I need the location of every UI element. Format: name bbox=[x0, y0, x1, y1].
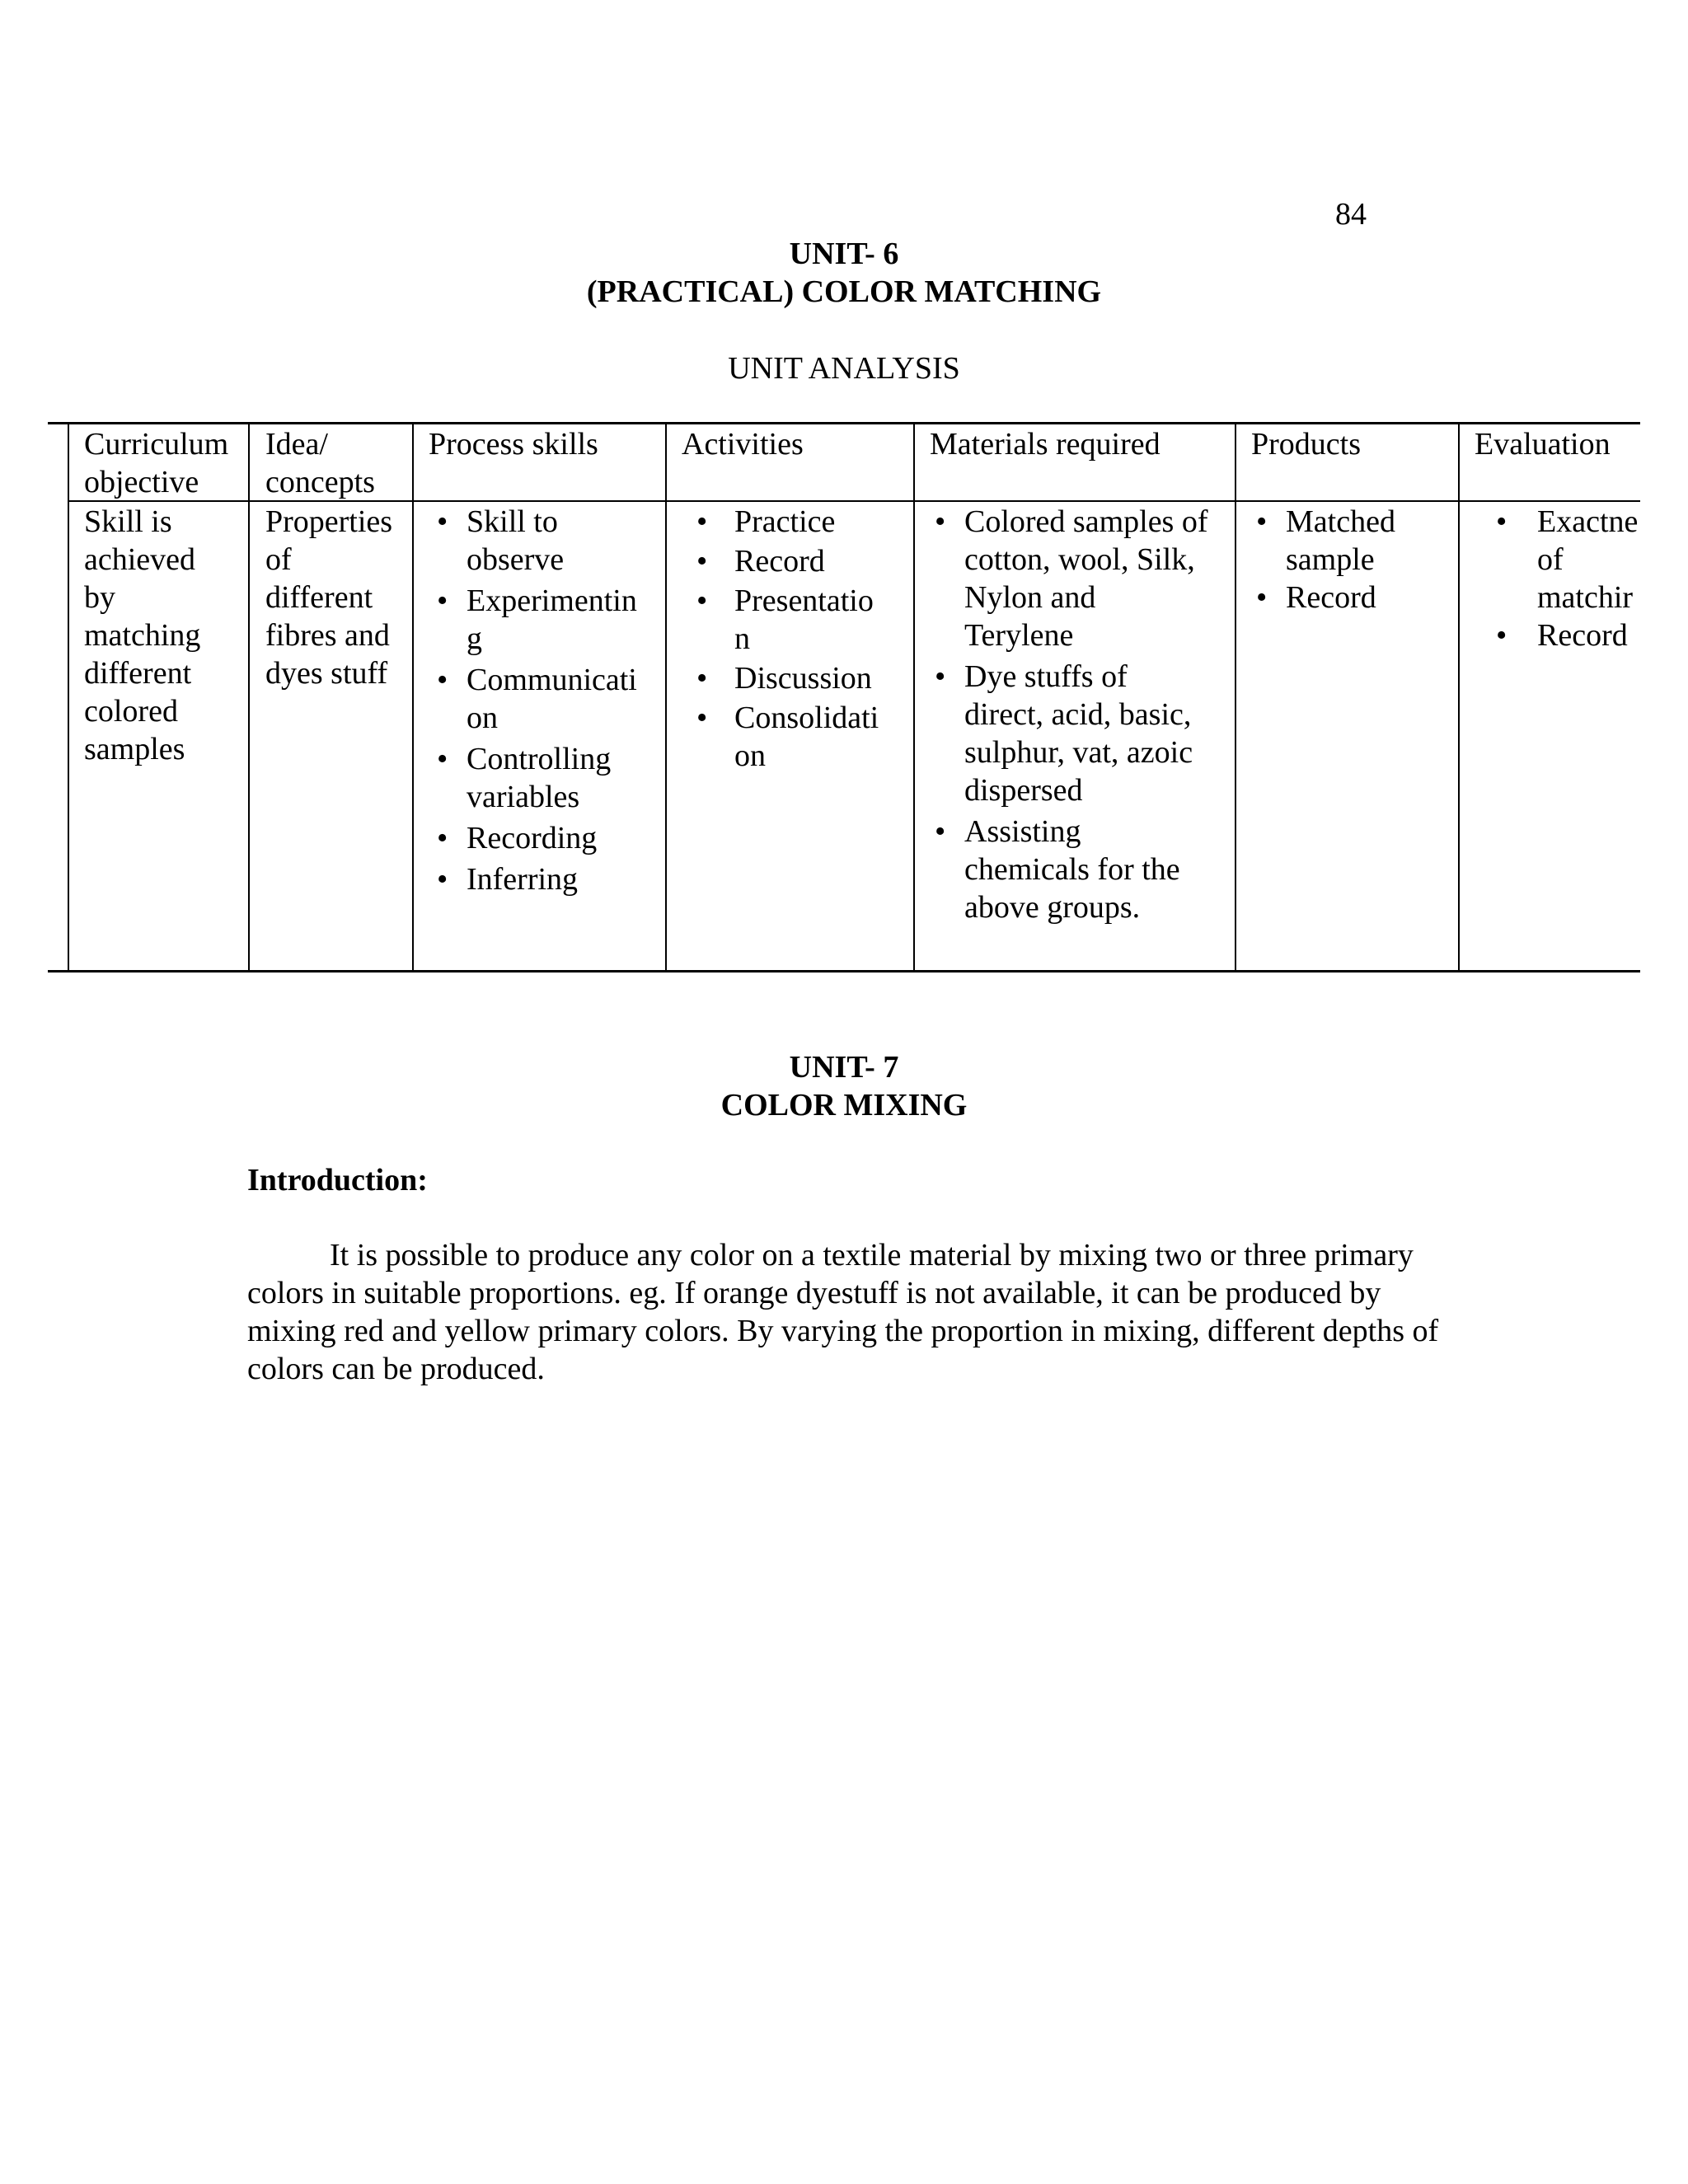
list-item bbox=[429, 740, 663, 816]
bullet-icon: • bbox=[1256, 504, 1268, 539]
table-col-line bbox=[913, 422, 915, 972]
header-text: concepts bbox=[265, 465, 375, 499]
table-col-line bbox=[412, 422, 414, 972]
item-line: Experimentin bbox=[467, 583, 637, 618]
header-text: Curriculum bbox=[84, 427, 229, 462]
cell-process-skills bbox=[429, 503, 663, 898]
item-line: Exactne bbox=[1537, 504, 1639, 539]
cell-line: different bbox=[84, 656, 192, 691]
bullet-icon: • bbox=[935, 814, 946, 849]
item-line: on bbox=[734, 738, 766, 773]
item-line: Controlling bbox=[467, 742, 612, 776]
item-line: Presentatio bbox=[734, 583, 874, 618]
list-item bbox=[429, 819, 663, 857]
table-bottom-border bbox=[48, 970, 1640, 972]
cell-line: Properties bbox=[265, 504, 393, 539]
list-item bbox=[429, 582, 663, 658]
cell-line: Skill is bbox=[84, 504, 172, 539]
list-item bbox=[926, 658, 1233, 809]
table-col-line bbox=[1235, 422, 1236, 972]
table-col-line bbox=[68, 422, 69, 972]
cell-line: matching bbox=[84, 618, 201, 653]
cell-line: by bbox=[84, 580, 115, 615]
bullet-icon: • bbox=[437, 583, 448, 618]
item-line: Record bbox=[1537, 618, 1628, 653]
bullet-icon: • bbox=[935, 504, 946, 539]
list-item bbox=[687, 503, 911, 541]
cell-products bbox=[1248, 503, 1456, 616]
item-line: n bbox=[734, 621, 750, 656]
item-line: Terylene bbox=[964, 618, 1074, 653]
bullet-icon: • bbox=[437, 504, 448, 539]
products-list bbox=[1248, 503, 1456, 616]
list-item bbox=[687, 582, 911, 658]
unit6-heading bbox=[0, 235, 1688, 311]
list-item bbox=[1248, 579, 1456, 616]
list-item bbox=[926, 503, 1233, 654]
item-line: Inferring bbox=[467, 862, 579, 897]
bullet-icon: • bbox=[696, 544, 708, 579]
cell-materials-required bbox=[926, 503, 1233, 926]
item-line: direct, acid, basic, bbox=[964, 697, 1192, 732]
cell-activities bbox=[687, 503, 911, 775]
item-line: Dye stuffs of bbox=[964, 659, 1128, 694]
item-line: variables bbox=[467, 780, 580, 814]
bullet-icon: • bbox=[437, 742, 448, 776]
item-line: matchir bbox=[1537, 580, 1634, 615]
list-item bbox=[429, 860, 663, 898]
item-line: Matched bbox=[1286, 504, 1395, 539]
item-line: of bbox=[1537, 542, 1564, 577]
activities-list bbox=[687, 503, 911, 775]
bullet-icon: • bbox=[437, 821, 448, 855]
item-line: on bbox=[467, 701, 498, 735]
list-item bbox=[687, 659, 911, 697]
list-item bbox=[687, 542, 911, 580]
introduction-paragraph: It is possible to produce any color on a textile material by mixing two or three primary colors in suitable proportions. eg. If orange dyestuff is not available, it can be produced by mixing red and yellow primary colors. By varying the proportion in mixing, different depths of colors can be produced. bbox=[247, 1238, 1439, 1386]
unit-analysis-table bbox=[48, 422, 1640, 972]
item-line: g bbox=[467, 621, 482, 656]
item-line: sulphur, vat, azoic bbox=[964, 735, 1193, 770]
unit-analysis-label: UNIT ANALYSIS bbox=[728, 351, 960, 386]
header-process-skills: Process skills bbox=[429, 427, 598, 462]
unit6-title: UNIT- 6 bbox=[789, 237, 899, 271]
cell-line: samples bbox=[84, 732, 185, 766]
bullet-icon: • bbox=[696, 701, 708, 735]
list-item bbox=[1475, 616, 1640, 654]
item-line: Consolidati bbox=[734, 701, 879, 735]
item-line: Record bbox=[734, 544, 825, 579]
cell-curriculum-objective bbox=[84, 503, 200, 768]
cell-line: achieved bbox=[84, 542, 196, 577]
cell-line: different bbox=[265, 580, 373, 615]
bullet-icon: • bbox=[696, 504, 708, 539]
header-materials-required: Materials required bbox=[930, 427, 1160, 462]
list-item bbox=[926, 813, 1233, 926]
cell-line: colored bbox=[84, 694, 178, 729]
item-line: cotton, wool, Silk, bbox=[964, 542, 1195, 577]
header-evaluation: Evaluation bbox=[1475, 427, 1611, 462]
unit6-subtitle: (PRACTICAL) COLOR MATCHING bbox=[586, 274, 1102, 309]
materials-list bbox=[926, 503, 1233, 926]
unit7-title: UNIT- 7 bbox=[789, 1050, 899, 1085]
list-item bbox=[1248, 503, 1456, 579]
header-activities: Activities bbox=[682, 427, 804, 462]
item-line: Colored samples of bbox=[964, 504, 1208, 539]
bullet-icon: • bbox=[935, 659, 946, 694]
header-text: objective bbox=[84, 465, 199, 499]
item-line: Nylon and bbox=[964, 580, 1096, 615]
bullet-icon: • bbox=[1496, 618, 1507, 653]
item-line: above groups. bbox=[964, 890, 1141, 925]
bullet-icon: • bbox=[1256, 580, 1268, 615]
list-item bbox=[687, 699, 911, 775]
cell-line: fibres and bbox=[265, 618, 390, 653]
item-line: dispersed bbox=[964, 773, 1083, 808]
cell-line: of bbox=[265, 542, 292, 577]
process-skills-list bbox=[429, 503, 663, 898]
item-line: Communicati bbox=[467, 663, 637, 697]
evaluation-list bbox=[1475, 503, 1640, 654]
table-col-line bbox=[1458, 422, 1460, 972]
page-number: 84 bbox=[1335, 197, 1367, 232]
introduction-heading: Introduction: bbox=[247, 1163, 428, 1197]
cell-line: dyes stuff bbox=[265, 656, 388, 691]
item-line: Recording bbox=[467, 821, 598, 855]
list-item bbox=[1475, 503, 1640, 616]
bullet-icon: • bbox=[437, 862, 448, 897]
item-line: Record bbox=[1286, 580, 1376, 615]
table-top-border bbox=[48, 422, 1640, 424]
header-products: Products bbox=[1251, 427, 1361, 462]
cell-idea-concepts bbox=[265, 503, 392, 692]
header-curriculum-objective bbox=[84, 425, 228, 501]
item-line: Skill to bbox=[467, 504, 558, 539]
unit7-heading bbox=[0, 1048, 1688, 1124]
unit7-subtitle: COLOR MIXING bbox=[720, 1088, 968, 1122]
item-line: Assisting bbox=[964, 814, 1081, 849]
bullet-icon: • bbox=[696, 661, 708, 696]
bullet-icon: • bbox=[437, 663, 448, 697]
cell-evaluation bbox=[1475, 503, 1640, 654]
header-text: Idea/ bbox=[265, 427, 328, 462]
bullet-icon: • bbox=[1496, 504, 1507, 539]
header-idea-concepts bbox=[265, 425, 375, 501]
item-line: chemicals for the bbox=[964, 852, 1180, 887]
bullet-icon: • bbox=[696, 583, 708, 618]
item-line: Discussion bbox=[734, 661, 872, 696]
list-item bbox=[429, 661, 663, 737]
item-line: sample bbox=[1286, 542, 1375, 577]
item-line: Practice bbox=[734, 504, 836, 539]
table-col-line bbox=[665, 422, 667, 972]
table-col-line bbox=[248, 422, 250, 972]
list-item bbox=[429, 503, 663, 579]
item-line: observe bbox=[467, 542, 565, 577]
